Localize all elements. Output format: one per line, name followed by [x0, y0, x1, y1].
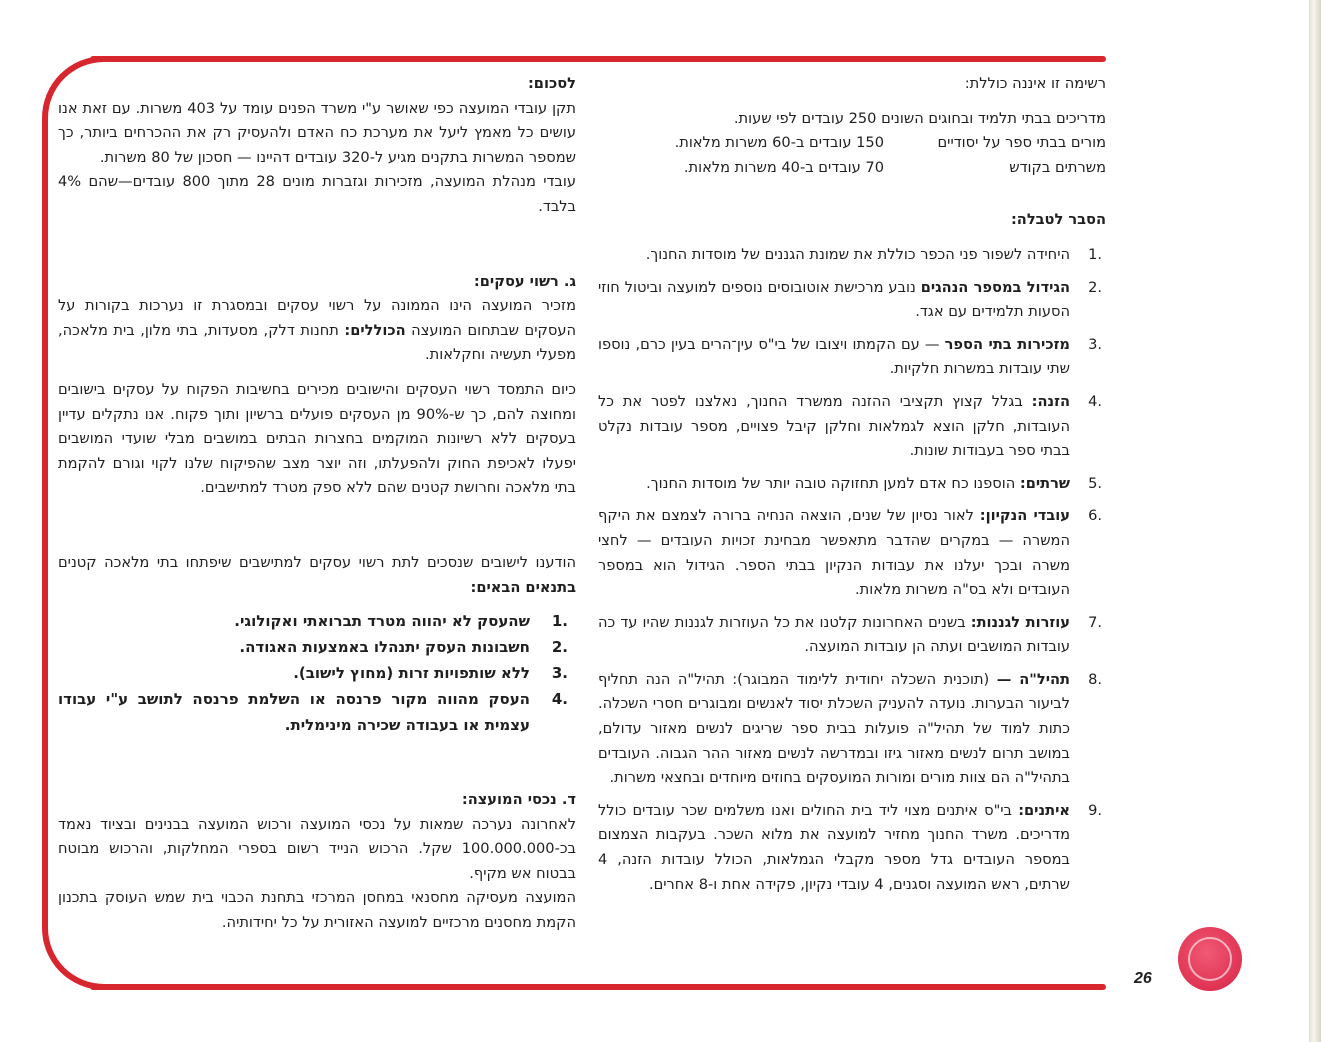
list-intro: רשימה זו איננה כוללת:: [964, 75, 1106, 92]
text-run-bold: בתנאים הבאים:: [470, 578, 576, 596]
summary-paragraph-2: עובדי מנהלת המועצה, מזכירות וגזברות מונים 28 מתוך 800 עובדים—שהם 4% בלבד.: [58, 173, 576, 215]
business-licensing-heading: ג. רשוי עסקים:: [473, 272, 576, 290]
page-number: 26: [1134, 970, 1152, 987]
item-number: .7: [1088, 613, 1102, 631]
list-item: [598, 799, 1106, 897]
item-text: הוספנו כח אדם למען תחזוקה טובה יותר של מוסדות החנוך.: [646, 474, 1020, 492]
item-text: — עם הקמתו ויצובו של בי"ס עין־הרים בעין כרם, נוספו שתי עובדות במשרות חלקיות.: [598, 335, 1070, 378]
council-assets-paragraph-1: לאחרונה נערכה שמאות על נכסי המועצה ורכוש המועצה בבנינים ובציוד נאמד בכ-100.000.000 שקל. הרכוש הנייד רשום בספרי המחלקות, והרכוש מבוטח בבטוח אש מקיף.: [58, 815, 576, 882]
item-number: .4: [1088, 392, 1102, 410]
row-value: 150 עובדים ב-60 משרות מלאות.: [674, 134, 884, 152]
item-text: בי"ס איתנים מצוי ליד בית החולים ואנו משלמים שכר עובדים כולל מדריכים. משרד החנוך מחזיר למועצה את מלוא השכר. בעקבות הצמצום במספר העובדים גדל מספר מקבלי הגמלאות, הכולל עובדות הזנה, 4 שרתים, ראש המועצה וסגנים, 4 עובדי נקיון, פקידה אחת ו-8 אחרים.: [598, 801, 1070, 893]
list-item: [58, 608, 576, 634]
item-number: .1: [1088, 245, 1102, 263]
item-key: עובדי הנקיון:: [979, 507, 1071, 525]
item-text: שהעסק לא יהווה מטרד תברואתי ואקולוגי.: [234, 612, 530, 631]
list-item: [598, 472, 1106, 497]
notify-paragraph: [58, 551, 576, 600]
row-value: 70 עובדים ב-40 משרות מלאות.: [683, 158, 884, 176]
item-key: תהיל"ה —: [996, 670, 1070, 688]
conditions-list: [58, 608, 576, 738]
not-included-row: [598, 156, 1106, 181]
item-key: הגידול במספר הנהגים: [920, 278, 1070, 296]
list-item: [598, 333, 1106, 382]
council-assets-paragraph-2: המועצה מעסיקה מחסנאי במחסן המרכזי בתחנת הכבוי בית שמש העוסק בתכנון הקמת מחסנים מרכזיים למועצה האזורית על כל יחידותיה.: [58, 889, 576, 932]
item-text: חשבונות העסק יתנהלו באמצעות האגודה.: [239, 638, 530, 657]
item-number: .5: [1088, 474, 1102, 492]
page-edge: [1309, 0, 1321, 1042]
explanation-heading: הסבר לטבלה:: [1010, 211, 1106, 229]
text-run: תחנות דלק, מסעדות, בתי מלון, בית מלאכה, מפעלי תעשיה וחקלאות.: [58, 321, 576, 364]
list-item: [598, 668, 1106, 791]
business-licensing-paragraph-2: כיום התמסד רשוי העסקים והישובים מכירים בחשיבות הפקוח על עסקים בישובים ומחוצה להם, כך ש-90% מן העסקים פועלים ברשיון ותוך פקוח. אנו נתקלים עדיין בעסקים ללא רשיונות המוקמים בחצרות הבתים במושבים מבלי שועדי המושבים יפעלו לאכיפת החוק ולהפעלתו, וזה יוצר מצב שהפיקוח שלנו לקוי וגורם להקמת בתי מלאכה וחרושת קטנים שהם ללא ספק מטרד למתישבים.: [58, 380, 576, 497]
item-key: הזנה:: [1031, 392, 1070, 410]
item-number: .3: [1088, 335, 1102, 353]
list-item: [58, 660, 576, 686]
item-number: .2: [1088, 278, 1102, 296]
council-logo-icon: [1178, 927, 1242, 991]
item-text: בגלל קצוץ תקציבי ההזנה ממשרד החנוך, נאלצנו לפטר את כל העובדות, חלקן הוצא לגמלאות וחלקן קיבל פצויים, מספר עובדות נקלט בבתי ספר בעבודות שונות.: [598, 392, 1070, 460]
text-run-bold: הכוללים:: [344, 321, 406, 339]
item-key: מזכירות בתי הספר: [944, 335, 1070, 353]
list-item: [58, 686, 576, 738]
item-text: (תוכנית השכלה יחודית ללימוד המבוגר): תהיל"ה הנה תחליף לביעור הבערות. נועדה להעניק השכלת יסוד לאנשים ומבוגרים חסרי השכלה. כתות למוד של תהיל"ה פועלות בבית ספר שריגים לנשים מאזור עדולם, במושב תרום לנשים מאזור גיזו ובמדרשה לנשים מאזור ההר הגבוה. העובדים בתהיל"ה הם צוות מורים ומורות המועסקים בחוזים מיוחדים ובחצאי משרות.: [598, 670, 1070, 787]
row-label: מורים בבתי ספר על יסודיים: [937, 134, 1106, 152]
not-included-row: [598, 131, 1106, 156]
item-text: בשנים האחרונות קלטנו את כל העוזרות לגננות שהיו עד כה עובדות המושבים ועתה הן עובדות המועצה.: [598, 613, 1070, 656]
item-number: .8: [1088, 670, 1102, 688]
list-item: [598, 611, 1106, 660]
item-text: העסק מהווה מקור פרנסה או השלמת פרנסה לתושב ע"י עבודו עצמית או בעבודה שכירה מינימלית.: [58, 690, 530, 735]
item-number: .1: [551, 612, 568, 631]
item-text: ללא שותפויות זרות (מחוץ לישוב).: [293, 664, 530, 683]
item-text: נובע מרכישת אוטובוסים נוספים למועצה וביטול חוזי הסעות תלמידים עם אגד.: [598, 278, 1070, 321]
item-number: .4: [551, 690, 568, 709]
summary-heading: לסכום:: [527, 75, 576, 92]
item-key: שרתים:: [1019, 474, 1070, 492]
not-included-line-1: מדריכים בבתי תלמיד ובחוגים השונים 250 עובדים לפי שעות.: [733, 109, 1106, 127]
list-item: [598, 276, 1106, 325]
item-key: איתנים:: [1018, 801, 1070, 819]
item-number: .6: [1088, 507, 1102, 525]
frame-bottom-line: [90, 984, 1106, 990]
list-item: [598, 504, 1106, 602]
business-licensing-paragraph-1: [58, 294, 576, 368]
text-run: הודענו לישובים שנסכים לתת רשוי עסקים למתישבים שיפתחו בתי מלאכה קטנים: [58, 553, 576, 571]
row-label: משרתים בקודש: [1009, 158, 1106, 176]
item-key: עוזרות לגננות:: [970, 613, 1070, 631]
council-assets-heading: ד. נכסי המועצה:: [461, 791, 576, 809]
left-column: [58, 72, 576, 936]
item-number: .9: [1088, 801, 1102, 819]
item-text: לאור נסיון של שנים, הוצאה הנחיה ברורה לצמצם את היקף המשרה — במקרים שהדבר מתאפשר מבחינת זכויות העובדים — לחצי משרה ובכך יעלנו את עבודות הנקיון בבתי הספר. הגידול הוא במספר העובדים ולא בס"ה משרות מלאות.: [598, 507, 1070, 599]
item-number: .2: [551, 638, 568, 657]
list-item: [598, 390, 1106, 464]
item-number: .3: [551, 664, 568, 683]
right-column: [598, 72, 1106, 905]
logo-ring: [1188, 937, 1232, 981]
text-run: מזכיר המועצה הינו הממונה על רשוי עסקים ובמסגרת זו נערכות בקורות על העסקים שבתחום המועצה: [58, 297, 576, 339]
item-text: היחידה לשפור פני הכפר כוללת את שמונת הגננים של מוסדות החנוך.: [645, 245, 1070, 263]
list-item: [58, 634, 576, 660]
frame-top-line: [90, 56, 1106, 62]
explanation-list: [598, 243, 1106, 897]
list-item: [598, 243, 1106, 268]
summary-paragraph-1: תקן עובדי המועצה כפי שאושר ע"י משרד הפנים עומד על 403 משרות. עם זאת אנו עושים כל מאמץ ליעל את מערכת כח האדם ולהעסיק רק את ההכרחים ביותר, כך שמספר המשרות בתקנים מגיע ל-320 עובדים דהיינו — חסכון של 80 משרות.: [58, 99, 577, 166]
